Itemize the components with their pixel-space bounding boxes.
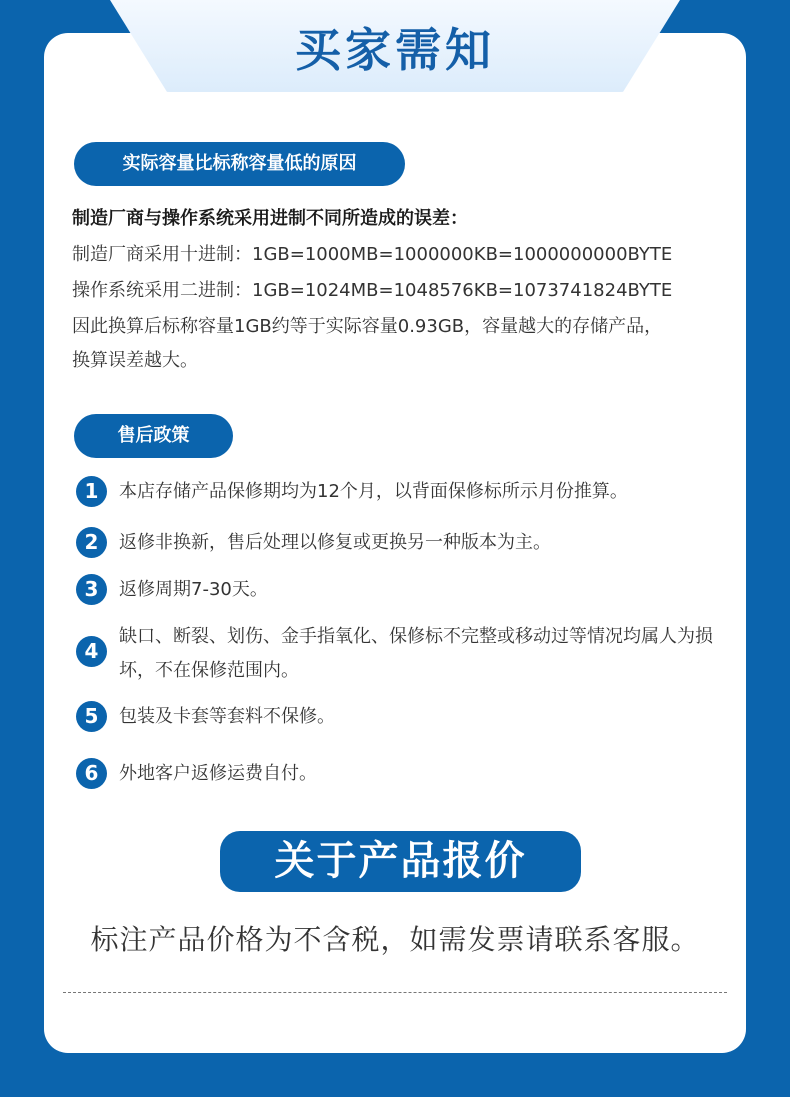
number-badge-4: 4 bbox=[76, 636, 107, 667]
capacity-line-2: 操作系统采用二进制：1GB=1024MB=1048576KB=1073741824BYTE bbox=[72, 280, 673, 301]
capacity-line-0: 制造厂商与操作系统采用进制不同所造成的误差： bbox=[72, 208, 468, 229]
number-badge-3: 3 bbox=[76, 574, 107, 605]
policy-item-text-4: 缺口、断裂、划伤、金手指氧化、保修标不完整或移动过等情况均属人为损坏，不在保修范围内。 bbox=[119, 626, 713, 681]
quote-heading: 关于产品报价 bbox=[220, 831, 581, 892]
number-badge-5: 5 bbox=[76, 701, 107, 732]
policy-item-text-2: 返修非换新，售后处理以修复或更换另一种版本为主。 bbox=[119, 532, 551, 553]
policy-item-text-3: 返修周期7-30天。 bbox=[119, 579, 268, 600]
dashed-divider bbox=[63, 992, 727, 993]
policy-item-text-6: 外地客户返修运费自付。 bbox=[119, 763, 317, 784]
quote-text: 标注产品价格为不含税，如需发票请联系客服。 bbox=[90, 923, 700, 956]
policy-item-text-5: 包装及卡套等套料不保修。 bbox=[119, 706, 335, 727]
number-badge-1: 1 bbox=[76, 476, 107, 507]
page-title: 买家需知 bbox=[295, 23, 495, 77]
capacity-line-3: 因此换算后标称容量1GB约等于实际容量0.93GB，容量越大的存储产品， bbox=[72, 316, 663, 337]
policy-heading: 售后政策 bbox=[74, 414, 233, 458]
capacity-line-1: 制造厂商采用十进制：1GB=1000MB=1000000KB=1000000000BYTE bbox=[72, 244, 673, 265]
number-badge-2: 2 bbox=[76, 527, 107, 558]
policy-item-text-1: 本店存储产品保修期均为12个月，以背面保修标所示月份推算。 bbox=[119, 481, 628, 502]
capacity-line-4: 换算误差越大。 bbox=[72, 350, 198, 371]
number-badge-6: 6 bbox=[76, 758, 107, 789]
capacity-heading: 实际容量比标称容量低的原因 bbox=[74, 142, 405, 186]
